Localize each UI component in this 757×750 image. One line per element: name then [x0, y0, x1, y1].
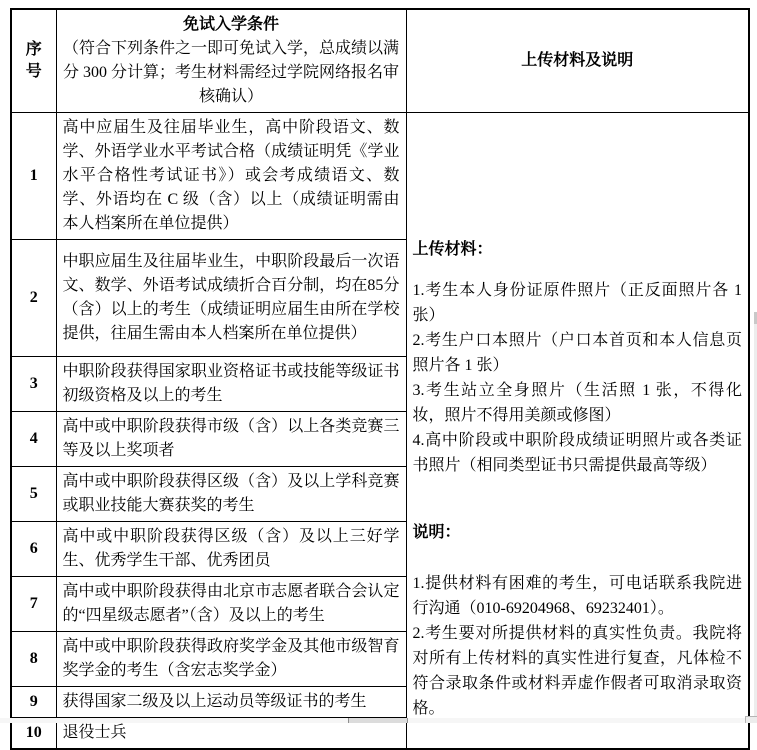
upload-item: 4.高中阶段或中职阶段成绩证明照片或各类证书照片（相同类型证书只需提供最高等级） [412, 431, 742, 474]
exemption-conditions-table [10, 8, 750, 750]
condition-cell: 中职应届生及往届毕业生，中职阶段最后一次语文、数学、外语考试成绩折合百分制，均在85分（含）以上的考生（成绩证明应届生由所在学校提供，往届生需由本人档案所在单位提供） [56, 240, 406, 357]
row-number-cell: 9 [11, 687, 56, 718]
row-number-cell: 7 [11, 577, 56, 632]
condition-cell: 获得国家二级及以上运动员等级证书的考生 [56, 687, 406, 718]
scrollbar-corner [745, 716, 757, 723]
header-upload-materials: 上传材料及说明 [406, 9, 749, 113]
condition-cell: 高中或中职阶段获得由北京市志愿者联合会认定的“四星级志愿者”（含）及以上的考生 [56, 577, 406, 632]
row-number-cell: 2 [11, 240, 56, 357]
row-number-cell: 6 [11, 522, 56, 577]
upload-item: 1.考生本人身份证原件照片（正反面照片各 1 张） [412, 281, 742, 324]
note-item: 2.考生要对所提供材料的真实性负责。我院将对所有上传材料的真实性进行复查，凡体检不符合录取条件或材料弄虚作假者可取消录取资格。 [412, 624, 742, 717]
table-header-row [11, 9, 749, 113]
upload-item: 2.考生户口本照片（户口本首页和本人信息页照片各 1 张） [412, 331, 742, 374]
horizontal-scrollbar-thumb[interactable] [348, 718, 408, 723]
row-number-cell: 1 [11, 113, 56, 240]
header-exemption-conditions [56, 9, 406, 113]
row-number-cell: 4 [11, 412, 56, 467]
row-number-cell: 10 [11, 718, 56, 750]
condition-cell: 高中或中职阶段获得市级（含）以上各类竞赛三等及以上奖项者 [56, 412, 406, 467]
horizontal-scrollbar[interactable] [0, 718, 746, 723]
condition-cell: 高中应届生及往届毕业生，高中阶段语文、数学、外语学业水平考试合格（成绩证明凭《学业水平合格性考试证书》）或会考成绩语文、数学、外语均在 C 级（含）以上（成绩证明需由本人档案所在单位提供） [56, 113, 406, 240]
table-row [11, 113, 749, 240]
notes-title: 说明： [412, 523, 461, 541]
upload-item: 3.考生站立全身照片（生活照 1 张，不得化妆，照片不得用美颜或修图） [412, 381, 742, 424]
condition-cell: 高中或中职阶段获得区级（含）及以上学科竞赛或职业技能大赛获奖的考生 [56, 467, 406, 522]
header-serial-number: 序号 [11, 9, 56, 113]
row-number-cell: 8 [11, 632, 56, 687]
row-number-cell: 5 [11, 467, 56, 522]
condition-cell: 高中或中职阶段获得区级（含）及以上三好学生、优秀学生干部、优秀团员 [56, 522, 406, 577]
upload-materials-title: 上传材料： [412, 240, 493, 258]
note-item: 1.提供材料有困难的考生，可电话联系我院进行沟通（010-69204968、69232401）。 [412, 574, 742, 617]
condition-cell: 退役士兵 [56, 718, 406, 750]
row-number-cell: 3 [11, 357, 56, 412]
condition-cell: 高中或中职阶段获得政府奖学金及其他市级智育奖学金的考生（含宏志奖学金） [56, 632, 406, 687]
upload-materials-cell [406, 113, 749, 750]
header-exemption-title: 免试入学条件 [182, 16, 279, 33]
header-exemption-subtitle: （符合下列条件之一即可免试入学，总成绩以满分 300 分计算；考生材料需经过学院网络报名审核确认） [62, 40, 399, 105]
condition-cell: 中职阶段获得国家职业资格证书或技能等级证书初级资格及以上的考生 [56, 357, 406, 412]
